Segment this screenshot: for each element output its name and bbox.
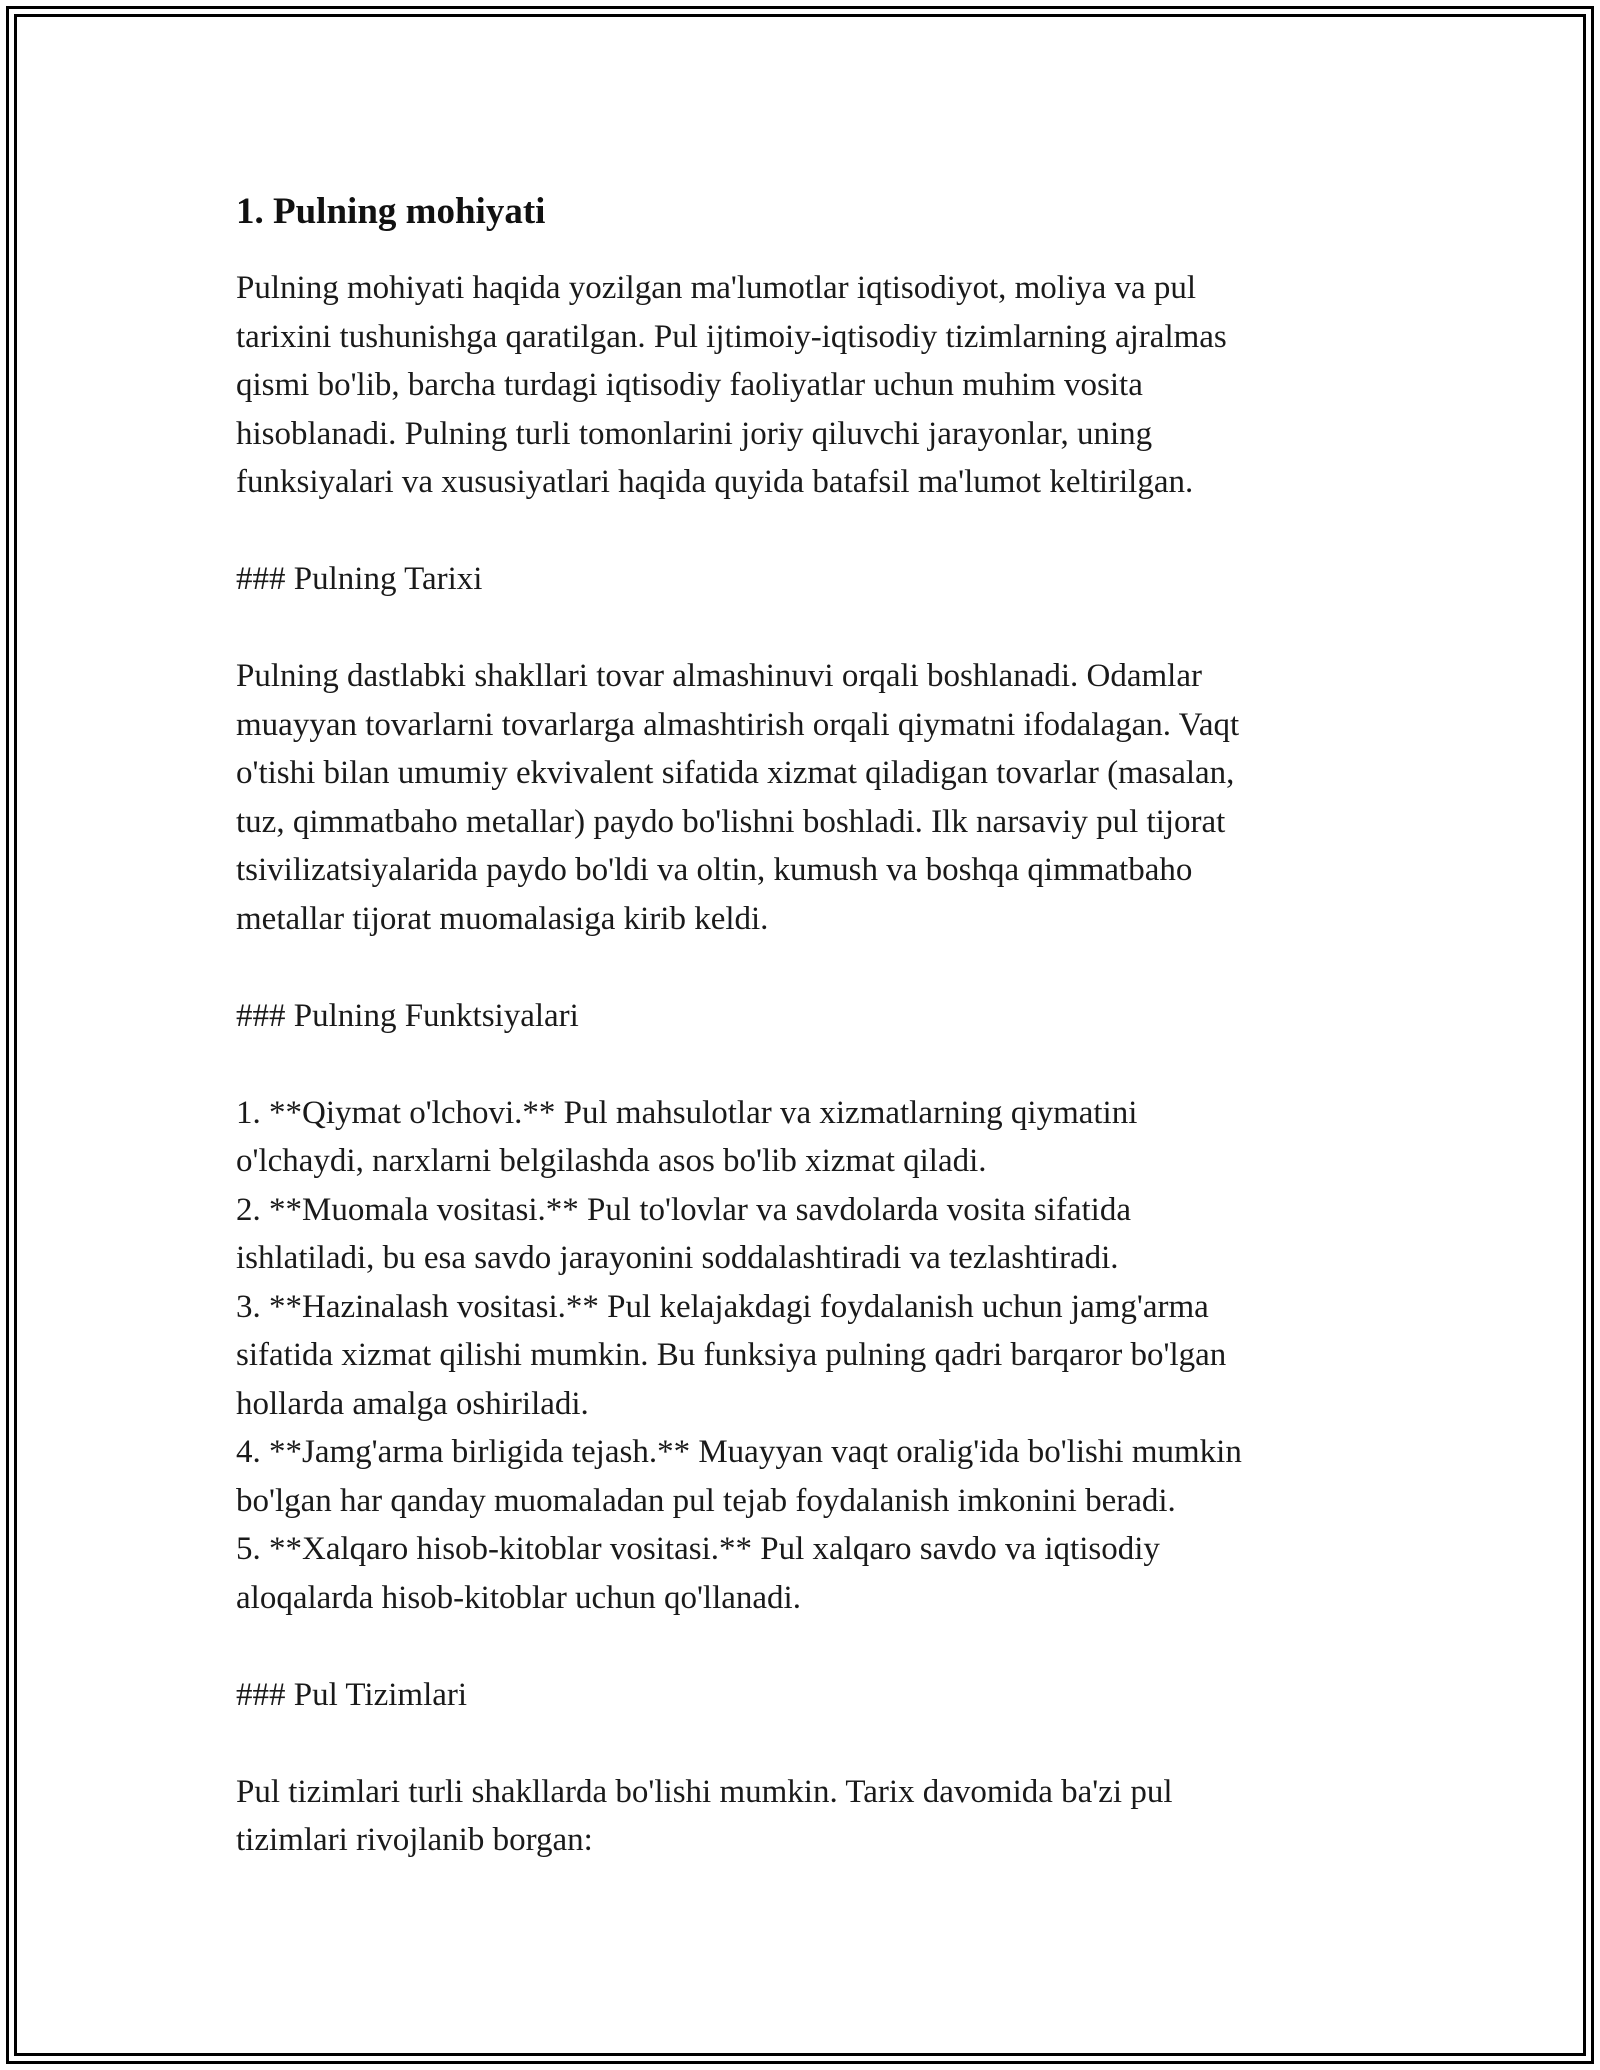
funktsiyalari-list: 1. **Qiymat o'lchovi.** Pul mahsulotlar va xizmatlarning qiymatini o'lchaydi, narxlarni belgilashda asos bo'lib xizmat qiladi. 2. **Muomala vositasi.** Pul to'lovlar va savdolarda vosita sifatida ishlatiladi, bu esa savdo jarayonini soddalashtiradi va tezlashtiradi. 3. **Hazinalash vositasi.** Pul kelajakdagi foydalanish uchun jamg'arma sifatida xizmat qilishi mumkin. Bu funksiya pulning qadri barqaror bo'lgan hollarda amalga oshiriladi. 4. **Jamg'arma birligida tejash.** Muayyan vaqt oralig'ida bo'lishi mumkin bo'lgan har qanday muomaladan pul tejab foydalanish imkonini beradi. 5. **Xalqaro hisob-kitoblar vositasi.** Pul xalqaro savdo va iqtisodiy aloqalarda hisob-kitoblar uchun qo'llanadi. [236, 1094, 1242, 1616]
tizimlari-paragraph: Pul tizimlari turli shakllarda bo'lishi mumkin. Tarix davomida ba'zi pul tizimlari rivojlanib borgan: [236, 1773, 1173, 1858]
blank-line [236, 1622, 1376, 1671]
document-title: 1. Pulning mohiyati [236, 191, 546, 232]
section-heading-funktsiyalari: ### Pulning Funktsiyalari [236, 997, 579, 1034]
blank-line [236, 1040, 1376, 1089]
blank-line [236, 604, 1376, 653]
section-heading-tarixi: ### Pulning Tarixi [236, 561, 483, 597]
section-heading-tizimlari: ### Pul Tizimlari [236, 1676, 468, 1713]
blank-line [236, 507, 1376, 556]
document-body [236, 186, 1376, 1865]
blank-line [236, 943, 1376, 992]
blank-line [236, 1719, 1376, 1768]
tarixi-paragraph: Pulning dastlabki shakllari tovar almashinuvi orqali boshlanadi. Odamlar muayyan tovarlarni tovarlarga almashtirish orqali qiymatni ifodalagan. Vaqt o'tishi bilan umumiy ekvivalent sifatida xizmat qiladigan tovarlar (masalan, tuz, qimmatbaho metallar) paydo bo'lishni boshladi. Ilk narsaviy pul tijorat tsivilizatsiyalarida paydo bo'ldi va oltin, kumush va boshqa qimmatbaho metallar tijorat muomalasiga kirib keldi. [236, 658, 1240, 937]
intro-paragraph: Pulning mohiyati haqida yozilgan ma'lumotlar iqtisodiyot, moliya va pul tarixini tushunishga qaratilgan. Pul ijtimoiy-iqtisodiy tizimlarning ajralmas qismi bo'lib, barcha turdagi iqtisodiy faoliyatlar uchun muhim vosita hisoblanadi. Pulning turli tomonlarini joriy qiluvchi jarayonlar, uning funksiyalari va xususiyatlari haqida quyida batafsil ma'lumot keltirilgan. [236, 270, 1227, 500]
